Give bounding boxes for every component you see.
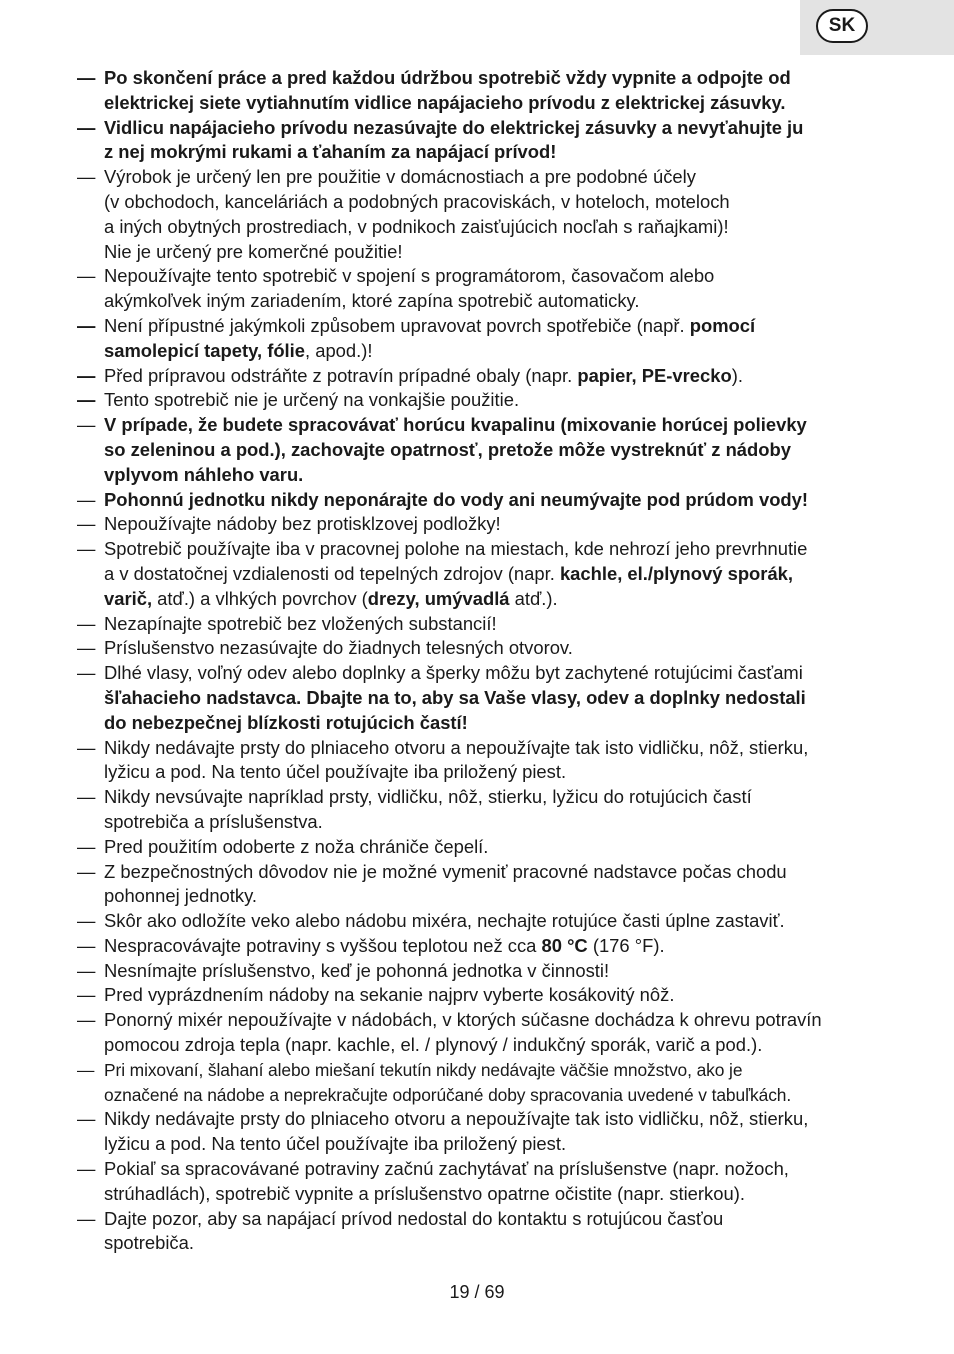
instruction-text: Výrobok je určený len pre použitie v domácnostiach a pre podobné účely (v obchodoch, kanceláriách a podobných pracoviskách, v hoteloch, moteloch a iných obytných prostrediach, v podnikoch zaisťujúcich nocľah s raňajkami)! Nie je určený pre komerčné použitie!: [104, 166, 730, 262]
list-dash: —: [77, 364, 96, 386]
list-dash: —: [77, 265, 96, 287]
instruction-item: [77, 364, 897, 389]
list-dash: —: [77, 736, 96, 758]
instruction-text-bold: Pohonnú jednotku nikdy neponárajte do vody ani neumývajte pod prúdom vody!: [104, 488, 809, 510]
instruction-text: Není přípustné jakýmkoli způsobem upravovat povrch spotřebiče (např.: [104, 314, 690, 336]
list-dash: —: [77, 786, 96, 808]
list-dash: —: [77, 1009, 96, 1031]
instruction-item: [77, 116, 897, 166]
instruction-item: [77, 413, 897, 487]
instruction-item: [77, 264, 897, 314]
safety-instructions-list: [77, 66, 897, 1256]
list-dash: —: [77, 637, 96, 659]
instruction-text: Pred vyprázdnením nádoby na sekanie najprv vyberte kosákovitý nôž.: [104, 984, 675, 1006]
instruction-text: Spotrebič používajte iba v pracovnej polohe na miestach, kde nehrozí jeho prevrhnutie a v dostatočnej vzdialenosti od tepelných zdrojov (napr.: [104, 538, 808, 584]
instruction-item: [77, 1008, 897, 1058]
instruction-item: [77, 983, 897, 1008]
list-dash: —: [77, 959, 96, 981]
instruction-text: Z bezpečnostných dôvodov nie je možné vymeniť pracovné nadstavce počas chodu pohonnej jednotky.: [104, 860, 787, 907]
language-badge: SK: [816, 9, 868, 43]
list-dash: —: [77, 513, 96, 535]
list-dash: —: [77, 116, 96, 138]
instruction-text: Tento spotrebič nie je určený na vonkajšie použitie.: [104, 389, 520, 411]
instruction-text-bold: drezy, umývadlá: [367, 587, 510, 609]
list-dash: —: [77, 1059, 95, 1080]
instruction-text: Pokiaľ sa spracovávané potraviny začnú zachytávať na príslušenstve (napr. nožoch, strúhadlách), spotrebič vypnite a príslušenstvo opatrne očistite (napr. stierkou).: [104, 1158, 789, 1204]
list-dash: —: [77, 166, 96, 188]
instruction-item: [77, 736, 897, 786]
list-dash: —: [77, 860, 96, 882]
list-dash: —: [77, 1108, 96, 1130]
instruction-text: Nepoužívajte tento spotrebič v spojení s programátorom, časovačom alebo akýmkoľvek iným zariadením, ktoré zapína spotrebič automaticky.: [104, 265, 715, 312]
list-dash: —: [77, 414, 96, 436]
instruction-text-bold: šľahacieho nadstavca. Dbajte na to, aby sa Vaše vlasy, odev a doplnky nedostali do nebezpečnej blízkosti rotujúcich častí!: [104, 686, 806, 733]
instruction-item: [77, 934, 897, 959]
instruction-item: [77, 314, 897, 364]
list-dash: —: [77, 389, 96, 411]
instruction-item: [77, 1157, 897, 1207]
instruction-item: [77, 388, 897, 413]
instruction-text: atď.) a vlhkých povrchov (: [152, 587, 368, 609]
instruction-item: [77, 636, 897, 661]
instruction-text: Dajte pozor, aby sa napájací prívod nedostal do kontaktu s rotujúcou časťou spotrebiča.: [104, 1207, 724, 1254]
list-dash: —: [77, 835, 96, 857]
instruction-text: (176 °F).: [587, 934, 665, 956]
instruction-text: Pred použitím odoberte z noža chrániče čepelí.: [104, 835, 489, 857]
list-dash: —: [77, 612, 96, 634]
instruction-item: [77, 959, 897, 984]
instruction-item: [77, 909, 897, 934]
instruction-text: atď.).: [509, 587, 558, 609]
instruction-text-bold: 80 °C: [541, 934, 588, 956]
instruction-text: Nepoužívajte nádoby bez protisklzovej podložky!: [104, 513, 501, 535]
instruction-text: Príslušenstvo nezasúvajte do žiadnych telesných otvorov.: [104, 637, 573, 659]
instruction-text: , apod.)!: [305, 339, 373, 361]
instruction-item: [77, 835, 897, 860]
list-dash: —: [77, 1158, 96, 1180]
instruction-text: Pri mixovaní, šlahaní alebo miešaní tekutín nikdy nedávajte väčšie množstvo, ako je označené na nádobe a neprekračujte odporúčané doby spracovania uvedené v tabuľkách.: [104, 1059, 792, 1105]
instruction-item: [77, 860, 897, 910]
instruction-item: [77, 1058, 897, 1108]
instruction-text-bold: V prípade, že budete spracovávať horúcu kvapalinu (mixovanie horúcej polievky so zeleninou a pod.), zachovajte opatrnosť, pretože môže vystreknúť z nádoby vplyvom náhleho varu.: [104, 414, 807, 485]
instruction-item: [77, 66, 897, 116]
list-dash: —: [77, 662, 96, 684]
list-dash: —: [77, 984, 96, 1006]
instruction-item: [77, 612, 897, 637]
instruction-text-bold: Po skončení práce a pred každou údržbou spotrebič vždy vypnite a odpojte od elektrickej siete vytiahnutím vidlice napájacieho prívodu z elektrickej zásuvky.: [104, 67, 791, 113]
instruction-text-bold: papier, PE-vrecko: [577, 364, 732, 386]
instruction-item: [77, 661, 897, 735]
instruction-text: Dlhé vlasy, voľný odev alebo doplnky a šperky môžu byt zachytené rotujúcimi časťami: [104, 662, 803, 684]
instruction-item: [77, 537, 897, 611]
instruction-item: [77, 512, 897, 537]
instruction-text: Nikdy nevsúvajte napríklad prsty, vidličku, nôž, stierku, lyžicu do rotujúcich častí spotrebiča a príslušenstva.: [104, 786, 752, 832]
instruction-text: Před prípravou odstráňte z potravín prípadné obaly (napr.: [104, 364, 578, 386]
instruction-text: Nesnímajte príslušenstvo, keď je pohonná jednotka v činnosti!: [104, 959, 610, 981]
instruction-item: [77, 488, 897, 513]
instruction-text: Nikdy nedávajte prsty do plniaceho otvoru a nepoužívajte tak isto vidličku, nôž, stierku, lyžicu a pod. Na tento účel používajte iba priložený piest.: [104, 736, 809, 783]
instruction-text-bold: pomocí samolepicí tapety, fólie: [104, 314, 756, 361]
list-dash: —: [77, 1207, 96, 1229]
instruction-item: [77, 1207, 897, 1257]
instruction-item: [77, 785, 897, 835]
instruction-text: Nezapínajte spotrebič bez vložených substancií!: [104, 612, 497, 634]
language-tab: [800, 0, 954, 55]
instruction-text: Ponorný mixér nepoužívajte v nádobách, v ktorých súčasne dochádza k ohrevu potravín pomocou zdroja tepla (napr. kachle, el. / plynový / indukčný sporák, varič a pod.).: [104, 1009, 822, 1056]
list-dash: —: [77, 314, 96, 336]
instruction-text: Nikdy nedávajte prsty do plniaceho otvoru a nepoužívajte tak isto vidličku, nôž, stierku, lyžicu a pod. Na tento účel používajte iba priložený piest.: [104, 1108, 809, 1155]
instruction-text: ).: [731, 364, 743, 386]
list-dash: —: [77, 67, 96, 88]
list-dash: —: [77, 910, 96, 932]
instruction-item: [77, 1107, 897, 1157]
list-dash: —: [77, 538, 96, 560]
instruction-text: Nespracovávajte potraviny s vyššou teplotou než cca: [104, 934, 542, 956]
page-number: 19 / 69: [449, 1282, 505, 1302]
instruction-text-bold: Vidlicu napájacieho prívodu nezasúvajte do elektrickej zásuvky a nevyťahujte ju z nej mokrými rukami a ťahaním za napájací prívod!: [104, 116, 804, 163]
instruction-item: [77, 165, 897, 264]
list-dash: —: [77, 488, 96, 510]
instruction-text: Skôr ako odložíte veko alebo nádobu mixéra, nechajte rotujúce časti úplne zastaviť.: [104, 910, 785, 932]
list-dash: —: [77, 934, 96, 956]
instruction-text-bold: kachle, el./plynový sporák, varič,: [104, 562, 794, 609]
